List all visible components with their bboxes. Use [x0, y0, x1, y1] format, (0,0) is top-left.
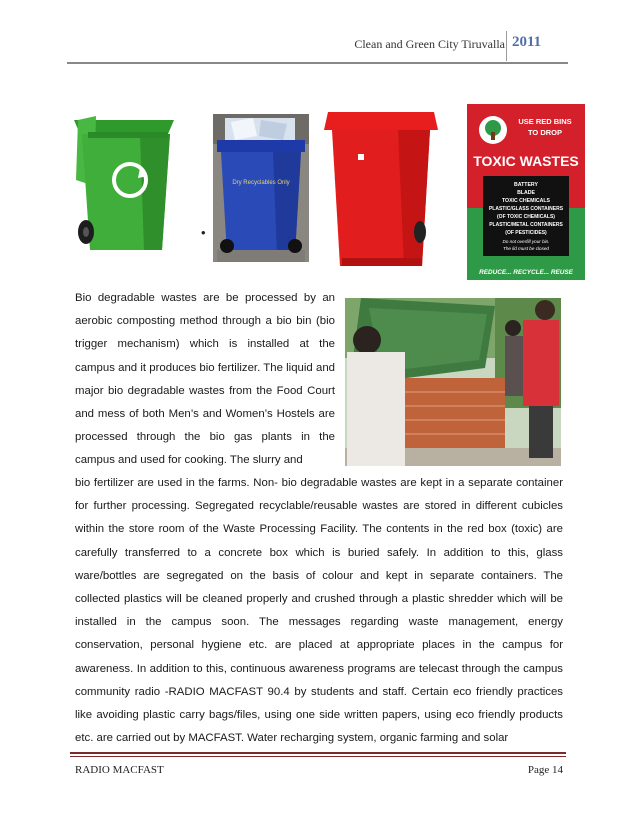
footer-label: RADIO MACFAST [75, 764, 164, 776]
page-number: Page 14 [527, 764, 563, 776]
poster-item: BLADE [517, 190, 535, 196]
toxic-wastes-poster [467, 104, 585, 280]
header-year: 2011 [512, 34, 542, 50]
poster-item: PLASTIC/GLASS CONTAINERS [488, 206, 564, 212]
footer-rule [70, 752, 566, 754]
green-bin-image [70, 110, 180, 258]
poster-footer: REDUCE... RECYCLE... REUSE [479, 269, 573, 276]
header-divider [506, 31, 507, 61]
poster-warning-1: Do not overfill your bin. [502, 239, 550, 244]
poster-item: PLASTIC/METAL CONTAINERS [489, 222, 563, 228]
poster-title: TOXIC WASTES [473, 153, 579, 169]
biogas-plant-photo [345, 298, 561, 466]
poster-headline-2: TO DROP [527, 128, 563, 137]
poster-item: (OF PESTICIDES) [505, 230, 547, 236]
poster-item: BATTERY [514, 182, 538, 188]
poster-warning-2: The lid must be closed [503, 246, 549, 251]
bullet: • [201, 225, 206, 240]
paragraph-intro: Bio degradable wastes are be processed by an aerobic composting method through a bio bin (bio trigger mechanism) which is installed at the campus and it produces bio fertilizer. The liquid and major bio degradable wastes from the Food Court and mess of both Men’s and Women’s Hostels are processed through the bio gas plants in the campus and used for cooking. The slurry and [75, 292, 335, 467]
blue-bin-image [213, 114, 309, 262]
poster-item: (OF TOXIC CHEMICALS) [497, 214, 555, 220]
paragraph-main: bio fertilizer are used in the farms. Non- bio degradable wastes are kept in a separate container for further processing. Segregated recyclable/reusable wastes are stored in different cubicles within the store room of the Waste Processing Facility. The contents in the red box (toxic) are carefully transferred to a concrete box which is buried safely. In addition to this, glass ware/bottles are segregated on the basis of colour and kept in separate containers. The collected plastics will be cleaned properly and crushed through a plastic shredder which will be installed in the campus soon. The messages regarding waste management, energy conservation, personal hygiene etc. are placed at appropriate places in the campus for awareness. In addition to this, continuous awareness programs are telecast through the campus community radio -RADIO MACFAST 90.4 by students and staff. Certain eco friendly practices like avoiding plastic carry bags/files, using one side written papers, using eco friendly products etc. are carried out by MACFAST. Water recharging system, organic farming and solar [75, 477, 563, 745]
red-bin-image [322, 108, 440, 276]
blue-bin-label: Dry Recyclables Only [232, 180, 290, 186]
header-title: Clean and Green City Tiruvalla [354, 37, 505, 51]
poster-headline-1: USE RED BINS [518, 117, 572, 126]
footer-rule-thin [70, 756, 566, 757]
header-rule [67, 62, 568, 64]
poster-item: TOXIC CHEMICALS [501, 198, 551, 204]
